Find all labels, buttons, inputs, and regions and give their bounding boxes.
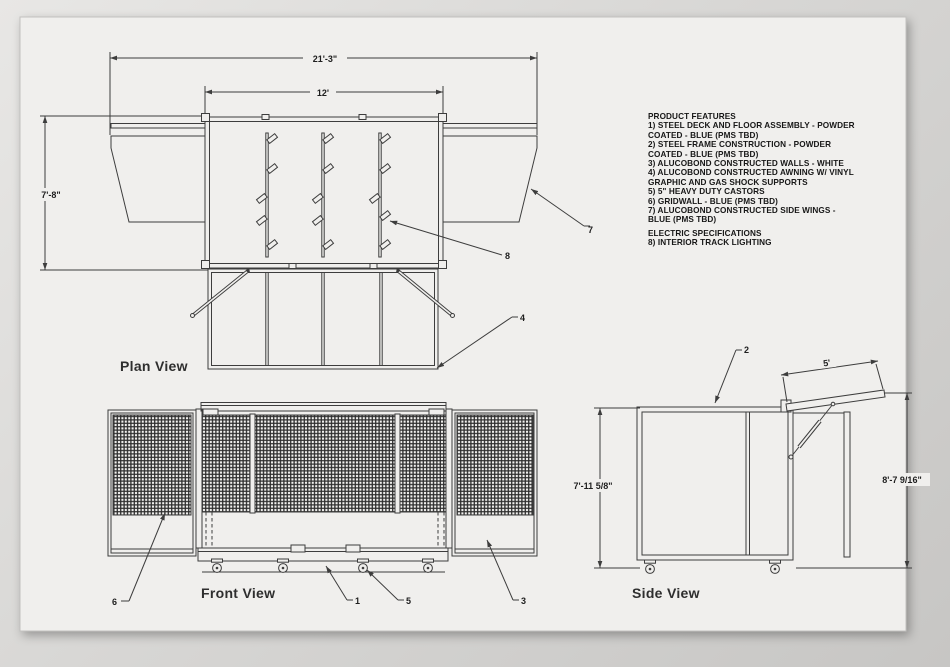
dim-depth-label: 7'-8"	[41, 190, 61, 200]
castor	[212, 559, 223, 572]
callout-2: 2	[744, 345, 750, 355]
frame-post	[395, 414, 400, 513]
callout-5: 5	[406, 596, 412, 606]
castor	[770, 560, 781, 573]
feature-item: 5) 5" HEAVY DUTY CASTORS	[648, 187, 765, 197]
callout-8: 8	[505, 251, 511, 261]
features-title: PRODUCT FEATURES	[648, 112, 736, 121]
gridwall-mesh	[202, 415, 446, 512]
dim-awning-width-label: 5'	[822, 357, 831, 369]
paper-sheet	[20, 17, 906, 631]
corner-post	[439, 114, 447, 122]
callout-3: 3	[521, 596, 527, 606]
feature-item: 7) ALUCOBOND CONSTRUCTED SIDE WINGS - BLUE (PMS TBD)	[648, 206, 836, 225]
front-view-label: Front View	[201, 585, 276, 601]
gridwall-mesh	[457, 415, 533, 515]
castor	[645, 560, 656, 573]
deck-step	[291, 545, 305, 552]
plan-side-wing-right	[443, 124, 537, 223]
gridwall-mesh	[113, 415, 191, 515]
corner-post	[202, 261, 210, 269]
side-view-label: Side View	[632, 585, 700, 601]
plan-view-label: Plan View	[120, 358, 188, 374]
feature-item: 3) ALUCOBOND CONSTRUCTED WALLS - WHITE	[648, 159, 844, 169]
feature-item: 2) STEEL FRAME CONSTRUCTION - POWDER COATED - BLUE (PMS TBD)	[648, 140, 832, 159]
callout-6: 6	[112, 597, 118, 607]
wall-tab	[359, 115, 366, 120]
dim-center-width-label: 12'	[316, 88, 330, 98]
castor	[423, 559, 434, 572]
feature-item: 6) GRIDWALL - BLUE (PMS TBD)	[648, 196, 779, 206]
front-awning-band	[201, 403, 446, 412]
features-panel	[648, 112, 866, 248]
electric-title: ELECTRIC SPECIFICATIONS	[648, 228, 762, 238]
frame-post	[250, 414, 255, 513]
plan-side-wing-left	[111, 124, 205, 223]
feature-item: 4) ALUCOBOND CONSTRUCTED AWNING W/ VINYL GRAPHIC AND GAS SHOCK SUPPORTS	[648, 168, 854, 187]
front-center-unit	[196, 409, 452, 572]
feature-item: 1) STEEL DECK AND FLOOR ASSEMBLY - POWDER COATED - BLUE (PMS TBD)	[648, 121, 855, 140]
wall-tab	[289, 264, 296, 269]
corner-post	[202, 114, 210, 122]
dim-overall-height-label: 8'-7 9/16"	[882, 475, 922, 485]
wall-tab	[370, 264, 377, 269]
dim-overall-width-label: 21'-3"	[312, 54, 338, 64]
wall-tab	[262, 115, 269, 120]
electric-item: 8) INTERIOR TRACK LIGHTING	[648, 238, 772, 248]
callout-4: 4	[520, 313, 526, 323]
corner-post	[439, 261, 447, 269]
callout-7: 7	[588, 225, 594, 235]
dim-body-height-label: 7'-11 5/8"	[573, 481, 613, 491]
castor	[278, 559, 289, 572]
callout-1: 1	[355, 596, 361, 606]
deck-step	[346, 545, 360, 552]
